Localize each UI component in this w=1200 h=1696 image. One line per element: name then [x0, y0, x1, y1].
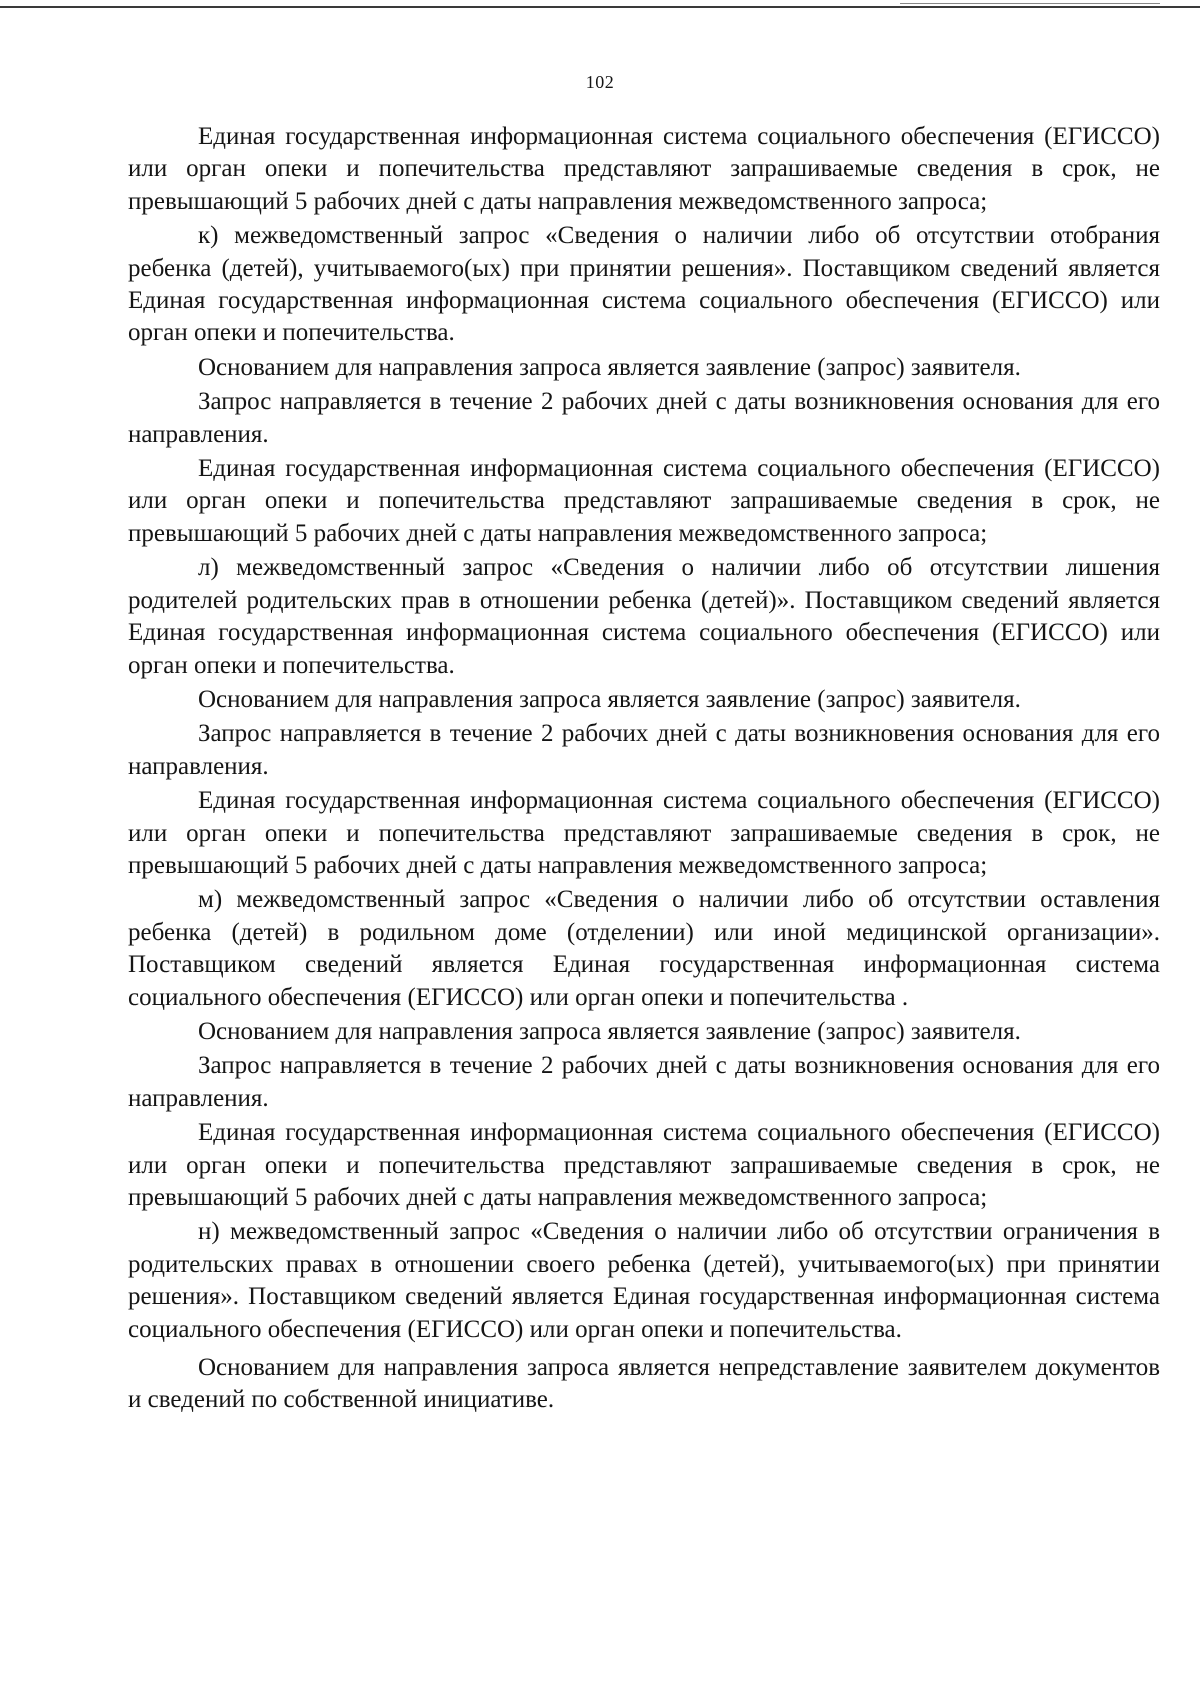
top-border-line-secondary — [900, 3, 1160, 4]
document-body — [128, 121, 1160, 1417]
paragraph-basis-2: Основанием для направления запроса является заявление (запрос) заявителя. — [198, 685, 1021, 713]
paragraph-deadline-3: Запрос направляется в течение 2 рабочих дней с даты возникновения основания для его направления. — [128, 1052, 1160, 1112]
paragraph-request-n: н) межведомственный запрос «Сведения о наличии либо об отсутствии ограничения в родительских правах в отношении своего ребенка (детей), учитываемого(ых) при принятии решения». Поставщиком сведений является Единая государственная информационная система социального обеспечения (ЕГИССО) или орган опеки и попечительства. — [128, 1218, 1160, 1343]
paragraph-request-m: м) межведомственный запрос «Сведения о наличии либо об отсутствии оставления ребенка (детей) в родильном доме (отделении) или иной медицинской организации». Поставщиком сведений является Единая государственная информационная система социального обеспечения (ЕГИССО) или орган опеки и попечительства . — [128, 886, 1160, 1011]
paragraph-egisso-response-4: Единая государственная информационная система социального обеспечения (ЕГИССО) или орган опеки и попечительства представляют запрашиваемые сведения в срок, не превышающий 5 рабочих дней с даты направления межведомственного запроса; — [128, 1119, 1160, 1211]
page-number: 102 — [585, 72, 615, 92]
paragraph-request-l: л) межведомственный запрос «Сведения о наличии либо об отсутствии лишения родителей родительских прав в отношении ребенка (детей)». Поставщиком сведений является Единая государственная информационная система социального обеспечения (ЕГИССО) или орган опеки и попечительства. — [128, 554, 1160, 679]
paragraph-basis-1: Основанием для направления запроса является заявление (запрос) заявителя. — [198, 353, 1021, 381]
paragraph-egisso-response-2: Единая государственная информационная система социального обеспечения (ЕГИССО) или орган опеки и попечительства представляют запрашиваемые сведения в срок, не превышающий 5 рабочих дней с даты направления межведомственного запроса; — [128, 455, 1160, 547]
paragraph-basis-4: Основанием для направления запроса является непредставление заявителем документов и сведений по собственной инициативе. — [128, 1354, 1160, 1414]
paragraph-deadline-1: Запрос направляется в течение 2 рабочих дней с даты возникновения основания для его направления. — [128, 388, 1160, 448]
paragraph-deadline-2: Запрос направляется в течение 2 рабочих дней с даты возникновения основания для его направления. — [128, 720, 1160, 780]
paragraph-request-k: к) межведомственный запрос «Сведения о наличии либо об отсутствии отобрания ребенка (детей), учитываемого(ых) при принятии решения». Поставщиком сведений является Единая государственная информационная система социального обеспечения (ЕГИССО) или орган опеки и попечительства. — [128, 222, 1160, 347]
top-border-line — [0, 6, 1200, 8]
paragraph-basis-3: Основанием для направления запроса является заявление (запрос) заявителя. — [198, 1017, 1021, 1045]
paragraph-egisso-response-3: Единая государственная информационная система социального обеспечения (ЕГИССО) или орган опеки и попечительства представляют запрашиваемые сведения в срок, не превышающий 5 рабочих дней с даты направления межведомственного запроса; — [128, 787, 1160, 879]
paragraph-egisso-response-1: Единая государственная информационная система социального обеспечения (ЕГИССО) или орган опеки и попечительства представляют запрашиваемые сведения в срок, не превышающий 5 рабочих дней с даты направления межведомственного запроса; — [128, 123, 1160, 215]
